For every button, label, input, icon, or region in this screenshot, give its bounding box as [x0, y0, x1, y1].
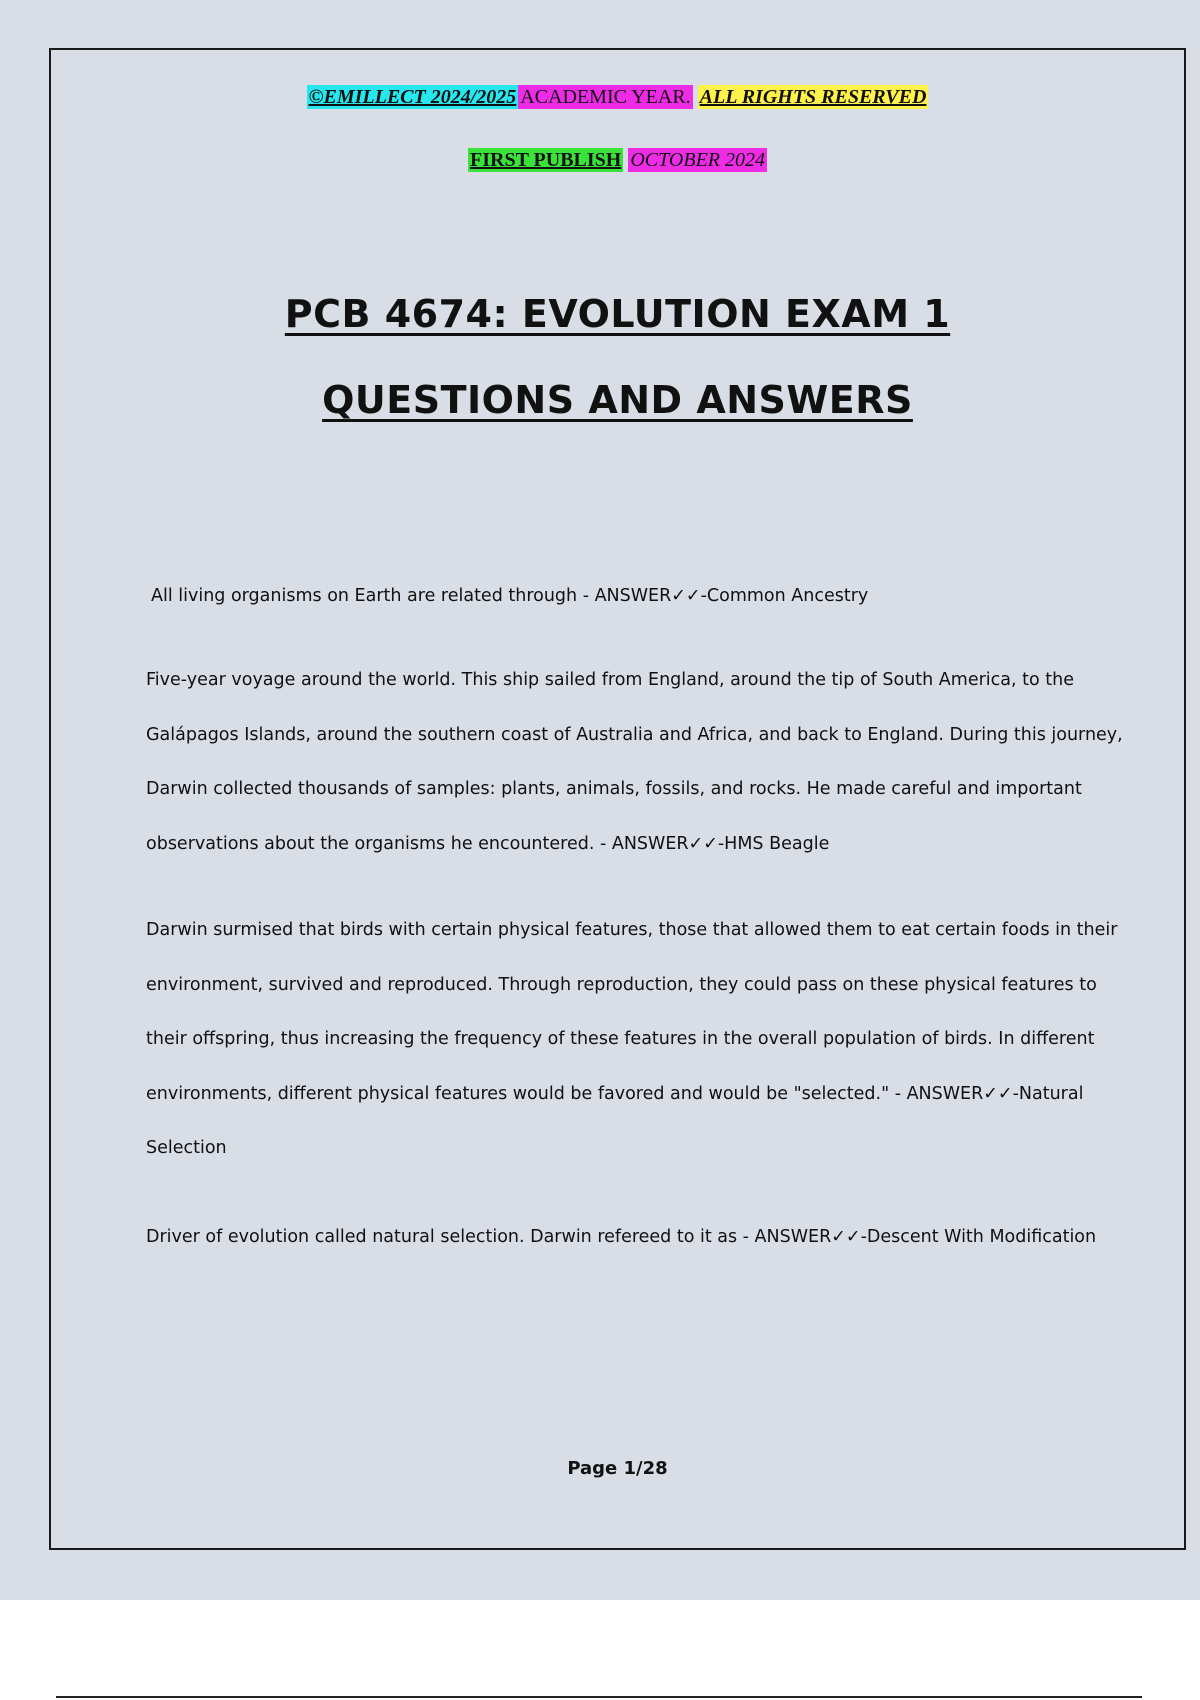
qa-item: Darwin surmised that birds with certain physical features, those that allowed them to eat certain foods in their environment, survived and reproduced. Through reproduction, they could pass on these physical features to their offspring, thus increasing the frequency of these features in the overall population of birds. In different environments, different physical features would be favored and would be "selected." - ANSWER✓✓-Natural Selection — [146, 920, 1118, 1158]
publish-date-highlight: OCTOBER 2024 — [630, 149, 765, 171]
page-number: Page 1/28 — [567, 1458, 668, 1479]
qa-item: Five-year voyage around the world. This ship sailed from England, around the tip of South America, to the Galápagos Islands, around the southern coast of Australia and Africa, and back to England. During this journey, Darwin collected thousands of samples: plants, animals, fossils, and rocks. He made careful and important observations about the organisms he encountered. - ANSWER✓✓-HMS Beagle — [146, 670, 1123, 854]
academic-year-highlight: ACADEMIC YEAR. — [520, 86, 691, 108]
divider — [56, 1696, 1142, 1698]
qa-item: All living organisms on Earth are related through - ANSWER✓✓-Common Ancestry — [151, 586, 869, 606]
document-page — [49, 48, 1186, 1550]
copyright-highlight: ©EMILLECT 2024/2025 — [308, 86, 517, 108]
publish-header — [51, 149, 1184, 172]
rights-reserved-highlight: ALL RIGHTS RESERVED — [699, 86, 927, 108]
first-publish-highlight: FIRST PUBLISH — [470, 149, 622, 171]
document-title-line-1: PCB 4674: EVOLUTION EXAM 1 — [284, 292, 951, 336]
qa-item: Driver of evolution called natural selection. Darwin refereed to it as - ANSWER✓✓-Descent With Modification — [146, 1227, 1097, 1247]
copyright-header — [51, 86, 1184, 109]
document-title-line-2: QUESTIONS AND ANSWERS — [322, 378, 913, 422]
